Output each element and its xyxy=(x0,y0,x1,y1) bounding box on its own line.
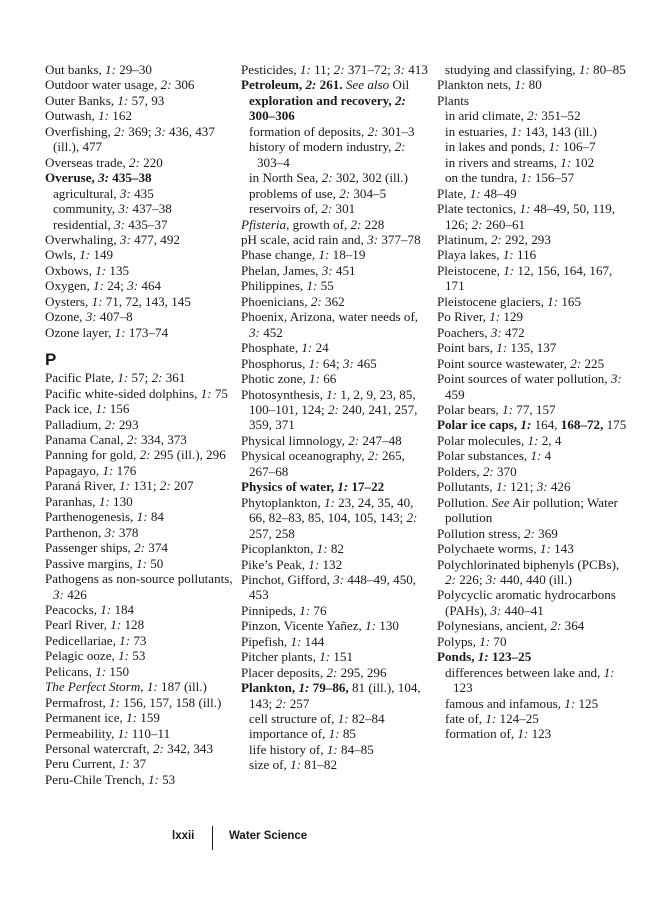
index-entry: Overwhaling, 3: 477, 492 xyxy=(45,231,180,247)
index-entry: Pearl River, 1: 128 xyxy=(45,617,145,633)
index-entry: Pollution stress, 2: 369 xyxy=(437,525,558,541)
index-column-2 xyxy=(241,62,431,773)
index-entry: Parthenon, 3: 378 xyxy=(45,524,139,540)
section-letter: P xyxy=(45,350,57,370)
index-subentry: history of modern industry, 2: 303–4 xyxy=(249,139,406,170)
index-entry: Pelagic ooze, 1: 53 xyxy=(45,648,146,664)
index-entry: Plants xyxy=(437,92,470,108)
index-subentry: in estuaries, 1: 143, 143 (ill.) xyxy=(445,123,598,139)
index-entry: Po River, 1: 129 xyxy=(437,309,524,325)
index-subentry: on the tundra, 1: 156–57 xyxy=(445,170,575,186)
index-entry: Phytoplankton, 1: 23, 24, 35, 40, 66, 82–83, 85, 104, 105, 143; 2: 257, 258 xyxy=(241,494,418,541)
index-entry: Permanent ice, 1: 159 xyxy=(45,710,160,726)
index-entry: Petroleum, 2: 261. See also Oil exploration and recovery, 2: 300–306 xyxy=(241,77,410,124)
index-entry: Peacocks, 1: 184 xyxy=(45,601,135,617)
index-entry: Physical limnology, 2: 247–48 xyxy=(241,432,402,448)
index-entry: Phosphorus, 1: 64; 3: 465 xyxy=(241,355,377,371)
index-subentry: formation of deposits, 2: 301–3 xyxy=(249,123,415,139)
index-entry: Pacific white-sided dolphins, 1: 75 xyxy=(45,385,228,401)
index-entry: Palladium, 2: 293 xyxy=(45,416,139,432)
index-subentry: problems of use, 2: 304–5 xyxy=(249,185,387,201)
index-entry: Plate, 1: 48–49 xyxy=(437,185,517,201)
index-subentry: life history of, 1: 84–85 xyxy=(249,741,374,757)
index-entry: Pleistocene, 1: 12, 156, 164, 167, 171 xyxy=(437,262,613,294)
index-column-1 xyxy=(45,62,233,787)
index-subentry: cell structure of, 1: 82–84 xyxy=(249,711,385,727)
index-subentry: agricultural, 3: 435 xyxy=(53,185,154,201)
index-entry: Permeability, 1: 110–11 xyxy=(45,725,171,741)
page-number: lxxii xyxy=(172,830,195,842)
index-entry: Plankton, 1: 79–86, 81 (ill.), 104, 143; 2: 257 xyxy=(241,680,421,711)
index-entry: pH scale, acid rain and, 3: 377–78 xyxy=(241,231,421,247)
index-entry: Oxbows, 1: 135 xyxy=(45,262,130,278)
index-subentry: in lakes and ponds, 1: 106–7 xyxy=(445,139,596,155)
index-entry: Pack ice, 1: 156 xyxy=(45,401,130,417)
index-entry: Peru Current, 1: 37 xyxy=(45,756,147,772)
index-entry: Paraná River, 1: 131; 2: 207 xyxy=(45,478,194,494)
index-entry: Pike’s Peak, 1: 132 xyxy=(241,556,343,572)
index-entry: Papagayo, 1: 176 xyxy=(45,462,137,478)
index-entry: Permafrost, 1: 156, 157, 158 (ill.) xyxy=(45,694,222,710)
index-subentry: studying and classifying, 1: 80–85 xyxy=(445,62,626,77)
index-entry: Phosphate, 1: 24 xyxy=(241,340,329,356)
index-subentry: size of, 1: 81–82 xyxy=(249,757,338,773)
index-subentry: fate of, 1: 124–25 xyxy=(445,711,539,727)
index-entry: Philippines, 1: 55 xyxy=(241,278,334,294)
index-entry: The Perfect Storm, 1: 187 (ill.) xyxy=(45,679,207,695)
index-entry: Outdoor water usage, 2: 306 xyxy=(45,77,195,93)
index-entry: Polychlorinated biphenyls (PCBs), 2: 226; 3: 440, 440 (ill.) xyxy=(437,556,620,587)
index-column-3 xyxy=(437,62,627,742)
index-entry: Passive margins, 1: 50 xyxy=(45,555,164,571)
running-title: Water Science xyxy=(229,830,308,842)
index-entry: Polar bears, 1: 77, 157 xyxy=(437,401,556,417)
index-subentry: in North Sea, 2: 302, 302 (ill.) xyxy=(249,170,408,186)
index-entry: Out banks, 1: 29–30 xyxy=(45,62,152,77)
index-entry: Parthenogenesis, 1: 84 xyxy=(45,509,164,525)
index-entry: Pollutants, 1: 121; 3: 426 xyxy=(437,479,571,495)
index-entry: Paranhas, 1: 130 xyxy=(45,493,133,509)
index-entry: Pleistocene glaciers, 1: 165 xyxy=(437,293,582,309)
index-entry: Pollution. See Air pollution; Water pollution xyxy=(437,494,618,526)
index-entry: Pedicellariae, 1: 73 xyxy=(45,632,147,648)
index-subentry: reservoirs of, 2: 301 xyxy=(249,201,356,217)
index-entry: Pinzon, Vicente Yañez, 1: 130 xyxy=(241,618,399,634)
index-entry: Picoplankton, 1: 82 xyxy=(241,541,344,557)
index-entry: Polycyclic aromatic hydrocarbons (PAHs), 3: 440–41 xyxy=(437,587,616,618)
index-entry: Point source wastewater, 2: 225 xyxy=(437,355,605,371)
index-entry: Oxygen, 1: 24; 3: 464 xyxy=(45,278,162,294)
index-entry: Overuse, 3: 435–38 xyxy=(45,170,152,186)
index-entry: Platinum, 2: 292, 293 xyxy=(437,231,551,247)
index-entry: Phoenicians, 2: 362 xyxy=(241,293,345,309)
index-entry: Pesticides, 1: 11; 2: 371–72; 3: 413 xyxy=(241,62,428,77)
page-footer xyxy=(0,826,672,852)
index-entry: Pelicans, 1: 150 xyxy=(45,663,130,679)
index-entry: Overfishing, 2: 369; 3: 436, 437 (ill.), 477 xyxy=(45,123,215,155)
index-entry: Polyps, 1: 70 xyxy=(437,633,507,649)
index-entry: Polynesians, ancient, 2: 364 xyxy=(437,618,585,634)
index-entry: Ozone layer, 1: 173–74 xyxy=(45,324,169,340)
index-subentry: differences between lake and, 1: 123 xyxy=(445,664,615,696)
index-entry: Pitcher plants, 1: 151 xyxy=(241,649,354,665)
index-entry: Phase change, 1: 18–19 xyxy=(241,247,366,263)
index-entry: Ponds, 1: 123–25 xyxy=(437,649,532,665)
index-subentry: community, 3: 437–38 xyxy=(53,201,172,217)
index-entry: Polar substances, 1: 4 xyxy=(437,448,552,464)
index-entry: Point bars, 1: 135, 137 xyxy=(437,340,557,356)
index-entry: Physical oceanography, 2: 265, 267–68 xyxy=(241,448,405,479)
index-subentry: residential, 3: 435–37 xyxy=(53,216,168,232)
index-entry: Owls, 1: 149 xyxy=(45,247,114,263)
index-entry: Pinchot, Gifford, 3: 448–49, 450, 453 xyxy=(241,571,417,603)
index-entry: Pathogens as non-source pollutants, 3: 426 xyxy=(45,571,233,602)
index-entry: Plankton nets, 1: 80 xyxy=(437,77,542,93)
index-entry: Pipefish, 1: 144 xyxy=(241,633,325,649)
index-entry: Personal watercraft, 2: 342, 343 xyxy=(45,741,214,757)
index-subentry: formation of, 1: 123 xyxy=(445,726,552,742)
index-entry: Oysters, 1: 71, 72, 143, 145 xyxy=(45,293,191,309)
index-entry: Phelan, James, 3: 451 xyxy=(241,262,356,278)
index-entry: Pfisteria, growth of, 2: 228 xyxy=(241,216,385,232)
index-entry: Outwash, 1: 162 xyxy=(45,108,132,124)
index-entry: Passenger ships, 2: 374 xyxy=(45,540,168,556)
index-entry: Peru-Chile Trench, 1: 53 xyxy=(45,771,176,787)
index-entry: Playa lakes, 1: 116 xyxy=(437,247,537,263)
index-entry: Plate tectonics, 1: 48–49, 50, 119, 126; 2: 260–61 xyxy=(437,201,616,232)
index-entry: Photosynthesis, 1: 1, 2, 9, 23, 85, 100–101, 124; 2: 240, 241, 257, 359, 371 xyxy=(241,386,418,433)
index-entry: Panning for gold, 2: 295 (ill.), 296 xyxy=(45,447,226,463)
index-subentry: in rivers and streams, 1: 102 xyxy=(445,154,595,170)
index-entry: Panama Canal, 2: 334, 373 xyxy=(45,431,187,447)
index-entry: Poachers, 3: 472 xyxy=(437,324,525,340)
index-entry: Placer deposits, 2: 295, 296 xyxy=(241,664,387,680)
index-entry: Polar molecules, 1: 2, 4 xyxy=(437,432,562,448)
index-subentry: importance of, 1: 85 xyxy=(249,726,356,742)
index-entry: Point sources of water pollution, 3: 459 xyxy=(437,371,622,402)
index-entry: Overseas trade, 2: 220 xyxy=(45,154,163,170)
index-entry: Pinnipeds, 1: 76 xyxy=(241,602,327,618)
index-entry: Phoenix, Arizona, water needs of, 3: 452 xyxy=(241,309,419,340)
index-entry: Outer Banks, 1: 57, 93 xyxy=(45,92,165,108)
index-entry: Ozone, 3: 407–8 xyxy=(45,309,133,325)
index-entry: Photic zone, 1: 66 xyxy=(241,371,337,387)
index-subentry: in arid climate, 2: 351–52 xyxy=(445,108,581,124)
index-entry: Pacific Plate, 1: 57; 2: 361 xyxy=(45,370,186,386)
footer-divider xyxy=(212,826,213,850)
index-subentry: famous and infamous, 1: 125 xyxy=(445,695,599,711)
index-entry: Polar ice caps, 1: 164, 168–72, 175 xyxy=(437,417,627,433)
index-entry: Polders, 2: 370 xyxy=(437,463,517,479)
index-entry: Physics of water, 1: 17–22 xyxy=(241,479,385,495)
index-entry: Polychaete worms, 1: 143 xyxy=(437,541,574,557)
